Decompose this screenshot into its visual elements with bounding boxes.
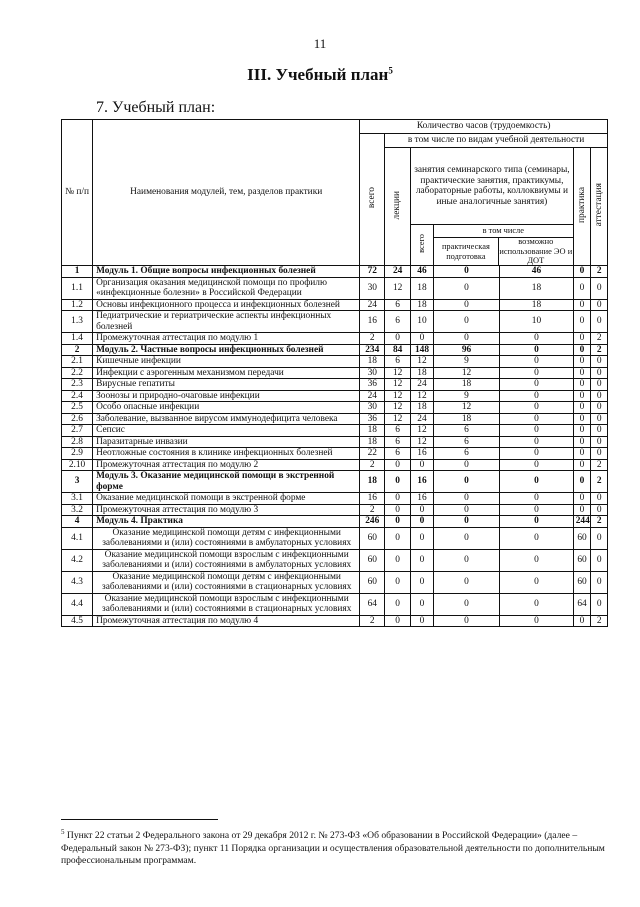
cell-att: 2 (591, 471, 608, 493)
cell-total: 18 (360, 436, 385, 448)
cell-lec: 6 (385, 299, 411, 311)
cell-name: Оказание медицинской помощи в экстренной форме (93, 493, 360, 505)
cell-prac: 60 (573, 527, 591, 549)
cell-name: Организация оказания медицинской помощи по профилю «инфекционные болезни» в Российской Федерации (93, 277, 360, 299)
cell-prac: 0 (573, 448, 591, 460)
cell-total: 16 (360, 493, 385, 505)
cell-sem: 10 (411, 311, 434, 333)
cell-num: 2.8 (62, 436, 93, 448)
cell-num: 2.4 (62, 390, 93, 402)
cell-eo: 0 (500, 448, 574, 460)
cell-sem: 12 (411, 436, 434, 448)
cell-att: 0 (591, 425, 608, 437)
header-sem-total-text: всего (417, 233, 427, 253)
cell-name: Модуль 2. Частные вопросы инфекционных болезней (93, 344, 360, 356)
cell-lec: 0 (385, 333, 411, 345)
module-row (62, 516, 608, 528)
cell-att: 0 (591, 448, 608, 460)
cell-total: 24 (360, 299, 385, 311)
cell-total: 16 (360, 311, 385, 333)
cell-name: Промежуточная аттестация по модулю 2 (93, 459, 360, 471)
cell-num: 1.2 (62, 299, 93, 311)
table-row (62, 356, 608, 368)
curriculum-body (62, 266, 608, 627)
cell-name: Промежуточная аттестация по модулю 4 (93, 615, 360, 627)
cell-lec: 12 (385, 413, 411, 425)
cell-eo: 0 (500, 344, 574, 356)
cell-prac: 0 (573, 425, 591, 437)
cell-prac: 0 (573, 402, 591, 414)
cell-eo: 0 (500, 504, 574, 516)
header-including: в том числе (434, 225, 573, 238)
cell-eo: 18 (500, 277, 574, 299)
header-name: Наименования модулей, тем, разделов практики (93, 120, 360, 266)
cell-prac: 0 (573, 266, 591, 278)
cell-total: 60 (360, 549, 385, 571)
cell-eo: 0 (500, 367, 574, 379)
table-row (62, 425, 608, 437)
cell-name: Промежуточная аттестация по модулю 1 (93, 333, 360, 345)
cell-pp: 9 (433, 356, 499, 368)
cell-sem: 0 (411, 333, 434, 345)
cell-att: 2 (591, 333, 608, 345)
cell-num: 2.9 (62, 448, 93, 460)
cell-name: Паразитарные инвазии (93, 436, 360, 448)
cell-sem: 18 (411, 277, 434, 299)
cell-lec: 0 (385, 593, 411, 615)
cell-sem: 0 (411, 549, 434, 571)
header-practical-prep: практическая подготовка (434, 238, 499, 265)
cell-prac: 0 (573, 436, 591, 448)
module-row (62, 344, 608, 356)
cell-total: 30 (360, 277, 385, 299)
header-lectures (385, 148, 411, 266)
cell-eo: 0 (500, 615, 574, 627)
cell-pp: 0 (433, 311, 499, 333)
cell-pp: 0 (433, 299, 499, 311)
footnote (61, 826, 611, 868)
cell-sem: 0 (411, 527, 434, 549)
cell-lec: 0 (385, 459, 411, 471)
cell-total: 30 (360, 402, 385, 414)
cell-name: Модуль 3. Оказание медицинской помощи в экстренной форме (93, 471, 360, 493)
cell-sem: 0 (411, 615, 434, 627)
cell-eo: 0 (500, 593, 574, 615)
cell-prac: 60 (573, 549, 591, 571)
table-row (62, 277, 608, 299)
cell-lec: 0 (385, 516, 411, 528)
cell-prac: 0 (573, 493, 591, 505)
table-row (62, 299, 608, 311)
cell-lec: 0 (385, 527, 411, 549)
cell-sem: 0 (411, 516, 434, 528)
cell-att: 2 (591, 344, 608, 356)
table-row (62, 549, 608, 571)
cell-eo: 0 (500, 390, 574, 402)
cell-name: Модуль 4. Практика (93, 516, 360, 528)
cell-att: 0 (591, 571, 608, 593)
cell-pp: 0 (433, 471, 499, 493)
cell-sem: 0 (411, 459, 434, 471)
cell-name: Оказание медицинской помощи детям с инфекционными заболеваниями и (или) состояниями в амбулаторных условиях (93, 527, 360, 549)
cell-prac: 0 (573, 344, 591, 356)
cell-prac: 0 (573, 504, 591, 516)
cell-eo: 10 (500, 311, 574, 333)
cell-lec: 12 (385, 390, 411, 402)
cell-num: 4.4 (62, 593, 93, 615)
header-seminar: занятия семинарского типа (семинары, практические занятия, практикумы, лабораторные работы, коллоквиумы и иные аналогичные занятия) (411, 148, 574, 225)
header-including-group (433, 225, 573, 266)
cell-eo: 0 (500, 379, 574, 391)
cell-prac: 0 (573, 311, 591, 333)
cell-sem: 24 (411, 379, 434, 391)
cell-total: 64 (360, 593, 385, 615)
cell-att: 0 (591, 277, 608, 299)
cell-name: Инфекции с аэрогенным механизмом передачи (93, 367, 360, 379)
cell-total: 2 (360, 504, 385, 516)
cell-num: 2.2 (62, 367, 93, 379)
cell-pp: 6 (433, 436, 499, 448)
cell-eo: 0 (500, 471, 574, 493)
cell-pp: 0 (433, 504, 499, 516)
footnote-ref: 5 (388, 65, 393, 76)
cell-att: 2 (591, 459, 608, 471)
cell-lec: 6 (385, 425, 411, 437)
cell-pp: 18 (433, 379, 499, 391)
cell-pp: 96 (433, 344, 499, 356)
cell-att: 0 (591, 436, 608, 448)
cell-name: Неотложные состояния в клинике инфекционных болезней (93, 448, 360, 460)
module-row (62, 266, 608, 278)
cell-total: 60 (360, 571, 385, 593)
cell-sem: 12 (411, 425, 434, 437)
cell-pp: 12 (433, 367, 499, 379)
cell-eo: 46 (500, 266, 574, 278)
header-attestation (591, 148, 608, 266)
cell-total: 2 (360, 333, 385, 345)
cell-eo: 0 (500, 549, 574, 571)
cell-pp: 0 (433, 527, 499, 549)
cell-num: 4 (62, 516, 93, 528)
cell-total: 36 (360, 413, 385, 425)
cell-total: 30 (360, 367, 385, 379)
cell-lec: 6 (385, 356, 411, 368)
cell-sem: 24 (411, 413, 434, 425)
cell-total: 60 (360, 527, 385, 549)
table-row (62, 593, 608, 615)
cell-att: 2 (591, 615, 608, 627)
cell-num: 1.4 (62, 333, 93, 345)
cell-sem: 12 (411, 390, 434, 402)
cell-sem: 18 (411, 402, 434, 414)
cell-att: 0 (591, 413, 608, 425)
cell-prac: 0 (573, 356, 591, 368)
cell-sem: 16 (411, 493, 434, 505)
header-distance: возможно использование ЭО и ДОТ (499, 237, 573, 266)
header-attestation-text: аттестация (593, 183, 604, 227)
cell-lec: 12 (385, 379, 411, 391)
cell-att: 0 (591, 493, 608, 505)
cell-sem: 16 (411, 471, 434, 493)
cell-pp: 0 (433, 266, 499, 278)
cell-att: 0 (591, 527, 608, 549)
cell-lec: 0 (385, 615, 411, 627)
cell-total: 2 (360, 615, 385, 627)
cell-num: 1 (62, 266, 93, 278)
cell-num: 2.5 (62, 402, 93, 414)
cell-num: 3.2 (62, 504, 93, 516)
header-sem-total (411, 225, 434, 266)
header-hours: Количество часов (трудоемкость) (360, 120, 608, 134)
cell-prac: 60 (573, 571, 591, 593)
page-number: 11 (313, 36, 327, 51)
header-total-text: всего (367, 187, 378, 209)
cell-num: 2.1 (62, 356, 93, 368)
cell-sem: 18 (411, 367, 434, 379)
cell-eo: 0 (500, 356, 574, 368)
cell-name: Модуль 1. Общие вопросы инфекционных болезней (93, 266, 360, 278)
cell-att: 0 (591, 549, 608, 571)
cell-sem: 148 (411, 344, 434, 356)
cell-num: 1.1 (62, 277, 93, 299)
cell-prac: 0 (573, 459, 591, 471)
cell-sem: 0 (411, 504, 434, 516)
cell-lec: 12 (385, 402, 411, 414)
cell-lec: 6 (385, 436, 411, 448)
cell-sem: 18 (411, 299, 434, 311)
cell-eo: 0 (500, 436, 574, 448)
cell-prac: 64 (573, 593, 591, 615)
cell-num: 2.6 (62, 413, 93, 425)
cell-eo: 0 (500, 516, 574, 528)
header-num: № п/п (62, 120, 93, 266)
cell-total: 18 (360, 425, 385, 437)
cell-lec: 6 (385, 448, 411, 460)
table-row (62, 379, 608, 391)
cell-lec: 0 (385, 471, 411, 493)
cell-num: 2.3 (62, 379, 93, 391)
table-row (62, 333, 608, 345)
cell-prac: 0 (573, 299, 591, 311)
cell-name: Вирусные гепатиты (93, 379, 360, 391)
table-row (62, 390, 608, 402)
cell-pp: 0 (433, 615, 499, 627)
cell-pp: 0 (433, 493, 499, 505)
cell-num: 2.10 (62, 459, 93, 471)
cell-total: 72 (360, 266, 385, 278)
table-row (62, 615, 608, 627)
cell-prac: 0 (573, 333, 591, 345)
cell-eo: 0 (500, 413, 574, 425)
table-row (62, 504, 608, 516)
cell-lec: 0 (385, 504, 411, 516)
cell-name: Кишечные инфекции (93, 356, 360, 368)
cell-pp: 0 (433, 593, 499, 615)
curriculum-table (61, 119, 608, 627)
cell-sem: 0 (411, 571, 434, 593)
table-row (62, 311, 608, 333)
cell-name: Основы инфекционного процесса и инфекционных болезней (93, 299, 360, 311)
cell-total: 234 (360, 344, 385, 356)
cell-pp: 0 (433, 333, 499, 345)
table-row (62, 436, 608, 448)
cell-pp: 0 (433, 277, 499, 299)
cell-eo: 0 (500, 425, 574, 437)
footnote-text: Пункт 22 статьи 2 Федерального закона от 29 декабря 2012 г. № 273-ФЗ «Об образовании в Российской Федерации» (далее – Федеральный закон № 273-ФЗ); пункт 11 Порядка организации и осуществления образовательной деятельности по дополнительным профессиональным программам. (61, 830, 605, 867)
cell-prac: 0 (573, 615, 591, 627)
cell-eo: 0 (500, 459, 574, 471)
table-row (62, 527, 608, 549)
cell-lec: 0 (385, 571, 411, 593)
cell-prac: 0 (573, 277, 591, 299)
cell-att: 2 (591, 266, 608, 278)
cell-num: 4.2 (62, 549, 93, 571)
cell-total: 22 (360, 448, 385, 460)
cell-lec: 6 (385, 311, 411, 333)
cell-sem: 16 (411, 448, 434, 460)
cell-num: 4.1 (62, 527, 93, 549)
cell-eo: 0 (500, 333, 574, 345)
cell-prac: 0 (573, 471, 591, 493)
cell-att: 0 (591, 311, 608, 333)
cell-att: 0 (591, 379, 608, 391)
cell-att: 0 (591, 504, 608, 516)
cell-eo: 0 (500, 493, 574, 505)
cell-att: 0 (591, 402, 608, 414)
cell-eo: 0 (500, 527, 574, 549)
cell-num: 3.1 (62, 493, 93, 505)
cell-name: Педиатрические и гериатрические аспекты инфекционных болезней (93, 311, 360, 333)
cell-total: 246 (360, 516, 385, 528)
cell-pp: 6 (433, 425, 499, 437)
cell-prac: 244 (573, 516, 591, 528)
header-lectures-text: лекции (392, 190, 403, 219)
cell-pp: 12 (433, 402, 499, 414)
table-row (62, 367, 608, 379)
cell-eo: 0 (500, 402, 574, 414)
section-title-text: III. Учебный план (247, 65, 389, 84)
cell-prac: 0 (573, 367, 591, 379)
cell-prac: 0 (573, 413, 591, 425)
header-practice (573, 148, 591, 266)
cell-prac: 0 (573, 379, 591, 391)
cell-name: Сепсис (93, 425, 360, 437)
section-title (0, 65, 640, 85)
cell-total: 24 (360, 390, 385, 402)
cell-name: Оказание медицинской помощи взрослым с инфекционными заболеваниями и (или) состояниями в амбулаторных условиях (93, 549, 360, 571)
cell-total: 18 (360, 471, 385, 493)
cell-pp: 18 (433, 413, 499, 425)
plan-title: 7. Учебный план: (96, 99, 216, 116)
cell-sem: 0 (411, 593, 434, 615)
table-row (62, 402, 608, 414)
cell-num: 1.3 (62, 311, 93, 333)
header-practice-text: практика (576, 186, 587, 223)
table-row (62, 459, 608, 471)
cell-lec: 0 (385, 493, 411, 505)
cell-sem: 12 (411, 356, 434, 368)
cell-lec: 24 (385, 266, 411, 278)
cell-num: 2 (62, 344, 93, 356)
cell-pp: 0 (433, 516, 499, 528)
cell-pp: 0 (433, 549, 499, 571)
cell-name: Оказание медицинской помощи взрослым с инфекционными заболеваниями и (или) состояниями в стационарных условиях (93, 593, 360, 615)
table-row (62, 571, 608, 593)
cell-eo: 18 (500, 299, 574, 311)
cell-total: 36 (360, 379, 385, 391)
cell-eo: 0 (500, 571, 574, 593)
cell-num: 4.3 (62, 571, 93, 593)
cell-lec: 0 (385, 549, 411, 571)
cell-att: 0 (591, 356, 608, 368)
cell-att: 0 (591, 367, 608, 379)
table-row (62, 413, 608, 425)
cell-att: 0 (591, 390, 608, 402)
footnote-mark: 5 (61, 828, 65, 836)
cell-lec: 12 (385, 277, 411, 299)
header-total (360, 134, 385, 266)
table-row (62, 448, 608, 460)
cell-name: Зоонозы и природно-очаговые инфекции (93, 390, 360, 402)
cell-name: Промежуточная аттестация по модулю 3 (93, 504, 360, 516)
cell-prac: 0 (573, 390, 591, 402)
module-row (62, 471, 608, 493)
cell-name: Оказание медицинской помощи детям с инфекционными заболеваниями и (или) состояниями в стационарных условиях (93, 571, 360, 593)
cell-num: 2.7 (62, 425, 93, 437)
cell-total: 18 (360, 356, 385, 368)
cell-pp: 6 (433, 448, 499, 460)
cell-sem: 46 (411, 266, 434, 278)
cell-att: 2 (591, 516, 608, 528)
footnote-divider (61, 819, 218, 820)
cell-num: 4.5 (62, 615, 93, 627)
cell-pp: 0 (433, 459, 499, 471)
cell-pp: 9 (433, 390, 499, 402)
cell-lec: 12 (385, 367, 411, 379)
cell-pp: 0 (433, 571, 499, 593)
cell-num: 3 (62, 471, 93, 493)
cell-att: 0 (591, 593, 608, 615)
cell-name: Особо опасные инфекции (93, 402, 360, 414)
cell-att: 0 (591, 299, 608, 311)
cell-total: 2 (360, 459, 385, 471)
cell-lec: 84 (385, 344, 411, 356)
table-row (62, 493, 608, 505)
header-by-activity: в том числе по видам учебной деятельности (385, 134, 608, 148)
cell-name: Заболевание, вызванное вирусом иммунодефицита человека (93, 413, 360, 425)
